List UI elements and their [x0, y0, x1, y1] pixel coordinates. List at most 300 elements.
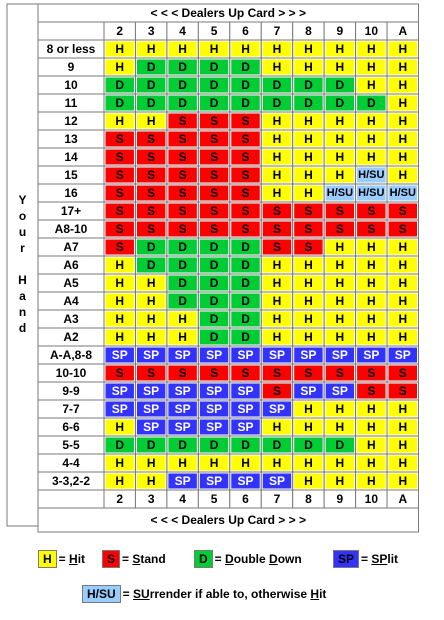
strategy-cell-label: D [241, 312, 250, 326]
strategy-cell-label: S [178, 204, 187, 218]
strategy-cell-label: S [115, 222, 124, 236]
strategy-cell-label: S [241, 114, 250, 128]
strategy-cell-label: D [209, 258, 219, 272]
strategy-cell-label: H [398, 330, 408, 344]
strategy-cell-label: H [115, 276, 125, 290]
strategy-cell-label: H [304, 420, 313, 434]
strategy-cell-label: H [398, 312, 408, 326]
hand-label: 6-6 [62, 420, 80, 434]
dealer-card-label-bottom: 4 [179, 492, 186, 506]
strategy-cell-label: SP [143, 420, 160, 434]
strategy-cell-label: H [366, 276, 376, 290]
strategy-cell-label: S [304, 240, 313, 254]
strategy-cell-label: D [241, 294, 250, 308]
dealer-card-label-bottom: 5 [210, 492, 218, 506]
strategy-cell-label: SP [111, 384, 128, 398]
strategy-cell-label: H [398, 168, 408, 182]
legend-split: SP = SPlit [333, 550, 398, 568]
strategy-cell-label: H [178, 42, 187, 56]
strategy-cell-label: D [241, 258, 250, 272]
strategy-cell-label: SP [237, 384, 254, 398]
strategy-cell-label: H [272, 258, 282, 272]
strategy-cell-label: D [115, 96, 125, 110]
side-label-letter: H [18, 273, 27, 287]
strategy-cell-label: D [241, 330, 250, 344]
strategy-cell-label: D [146, 438, 156, 452]
strategy-cell-label: H [272, 42, 282, 56]
strategy-cell-label: S [241, 132, 250, 146]
strategy-cell-label: S [367, 384, 376, 398]
footer-dealers-up-card: < < < Dealers Up Card > > > [150, 513, 306, 527]
dealer-card-label-top: 7 [273, 24, 281, 38]
strategy-cell-label: H [335, 456, 345, 470]
strategy-cell-label: S [272, 222, 281, 236]
hand-label: A4 [63, 294, 79, 308]
hand-label: A7 [63, 240, 79, 254]
strategy-cell-label: S [147, 150, 156, 164]
strategy-cell-label: H [146, 276, 156, 290]
strategy-cell-label: D [209, 96, 219, 110]
strategy-cell-label: D [241, 96, 250, 110]
strategy-cell-label: SP [300, 348, 317, 362]
strategy-cell-label: SP [268, 402, 285, 416]
dealer-card-label-bottom: 2 [116, 492, 124, 506]
strategy-cell-label: H [398, 96, 408, 110]
strategy-cell-label: H [146, 294, 156, 308]
dealer-card-label-bottom: 8 [305, 492, 312, 506]
strategy-cell-label: S [272, 204, 281, 218]
dealer-card-label-bottom: 6 [242, 492, 249, 506]
strategy-cell-label: H [304, 402, 313, 416]
strategy-cell-label: H [398, 276, 408, 290]
strategy-cell-label: H [366, 438, 376, 452]
dealer-card-label-top: 6 [242, 24, 249, 38]
strategy-cell-label: S [115, 132, 124, 146]
strategy-cell-label: SP [237, 474, 254, 488]
strategy-cell-label: S [178, 366, 187, 380]
legend-swatch-double-down: D [194, 550, 213, 568]
strategy-cell-label: H [398, 114, 408, 128]
strategy-cell-label: D [178, 276, 187, 290]
side-label-letter: a [19, 289, 26, 303]
strategy-cell-label: D [209, 312, 219, 326]
strategy-cell-label: S [241, 150, 250, 164]
strategy-cell-label: H [304, 60, 313, 74]
dealer-card-label-bottom: 9 [336, 492, 344, 506]
strategy-cell-label: H [366, 150, 376, 164]
strategy-cell-label: SP [143, 384, 160, 398]
strategy-cell-label: S [147, 132, 156, 146]
strategy-cell-label: H/SU [389, 187, 416, 199]
strategy-cell-label: H [272, 186, 282, 200]
strategy-cell-label: SP [174, 348, 191, 362]
strategy-cell-label: D [209, 240, 219, 254]
strategy-cell-label: H [335, 132, 345, 146]
strategy-cell-label: D [209, 78, 219, 92]
dealer-card-label-top: 9 [336, 24, 344, 38]
strategy-cell-label: H [335, 276, 345, 290]
strategy-cell-label: H [115, 312, 125, 326]
strategy-cell-label: H [335, 474, 345, 488]
strategy-cell-label: S [241, 168, 250, 182]
strategy-cell-label: H [398, 456, 408, 470]
strategy-cell-label: D [209, 438, 219, 452]
strategy-cell-label: D [241, 240, 250, 254]
hand-label: A3 [63, 312, 79, 326]
strategy-cell-label: H [398, 60, 408, 74]
strategy-cell-label: H [115, 294, 125, 308]
strategy-cell-label: H [115, 258, 125, 272]
strategy-cell-label: H [398, 132, 408, 146]
strategy-cell-label: S [272, 240, 281, 254]
strategy-cell-label: S [241, 222, 250, 236]
strategy-cell-label: H [304, 186, 313, 200]
strategy-cell-label: H [272, 330, 282, 344]
strategy-cell-label: S [115, 186, 124, 200]
hand-label: 10-10 [55, 366, 87, 380]
strategy-cell-label: H [241, 456, 250, 470]
strategy-cell-label: S [147, 186, 156, 200]
strategy-cell-label: S [335, 204, 344, 218]
strategy-cell-label: H [366, 402, 376, 416]
strategy-cell-label: SP [174, 384, 191, 398]
strategy-cell-label: SP [206, 420, 223, 434]
hand-label: A8-10 [54, 222, 88, 236]
strategy-cell-label: SP [394, 348, 411, 362]
side-label-letter: r [20, 241, 25, 255]
strategy-cell-label: H [178, 312, 187, 326]
hand-label: 7-7 [62, 402, 80, 416]
strategy-cell-label: H [272, 168, 282, 182]
bottom-blank-cell [38, 490, 104, 508]
strategy-cell-label: S [304, 204, 313, 218]
strategy-cell-label: D [146, 96, 156, 110]
strategy-cell-label: H [272, 420, 282, 434]
strategy-cell-label: D [146, 258, 156, 272]
strategy-cell-label: D [241, 78, 250, 92]
dealer-card-label-top: 5 [210, 24, 218, 38]
strategy-cell-label: SP [111, 402, 128, 416]
strategy-cell-label: H [335, 330, 345, 344]
strategy-cell-label: SP [268, 348, 285, 362]
strategy-cell-label: H [398, 438, 408, 452]
strategy-cell-label: D [146, 240, 156, 254]
strategy-cell-label: H [304, 330, 313, 344]
strategy-cell-label: S [398, 366, 407, 380]
strategy-cell-label: S [241, 204, 250, 218]
header-dealers-up-card: < < < Dealers Up Card > > > [150, 6, 306, 20]
strategy-cell-label: H [366, 330, 376, 344]
strategy-cell-label: D [178, 60, 187, 74]
dealer-card-label-bottom: A [398, 492, 408, 506]
strategy-cell-label: S [367, 204, 376, 218]
legend-swatch-stand: S [102, 550, 120, 568]
strategy-cell-label: H [304, 258, 313, 272]
strategy-cell-label: H [366, 114, 376, 128]
strategy-cell-label: SP [237, 348, 254, 362]
side-label-letter: d [18, 321, 27, 335]
strategy-cell-label: H [335, 240, 345, 254]
strategy-cell-label: D [209, 276, 219, 290]
strategy-cell-label: D [178, 294, 187, 308]
strategy-cell-label: H [146, 114, 156, 128]
strategy-cell-label: H [146, 42, 156, 56]
legend-surrender: H/SU = SUrrender if able to, otherwise Hit [82, 585, 326, 603]
strategy-cell-label: D [335, 96, 345, 110]
strategy-cell-label: D [146, 78, 156, 92]
strategy-cell-label: S [115, 168, 124, 182]
dealer-card-label-bottom: 3 [147, 492, 155, 506]
strategy-cell-label: S [210, 204, 219, 218]
strategy-cell-label: H [272, 276, 282, 290]
legend-swatch-surrender: H/SU [82, 585, 121, 603]
strategy-cell-label: S [115, 150, 124, 164]
strategy-cell-label: H [146, 312, 156, 326]
strategy-cell-label: H [335, 168, 345, 182]
strategy-cell-label: D [178, 258, 187, 272]
hand-label: 17+ [60, 204, 82, 218]
strategy-cell-label: SP [268, 474, 285, 488]
hand-label: 13 [64, 132, 78, 146]
strategy-cell-label: H [366, 78, 376, 92]
strategy-cell-label: H [304, 474, 313, 488]
legend-double-down: D = Double Down [194, 550, 302, 568]
strategy-cell-label: S [147, 366, 156, 380]
strategy-cell-label: S [210, 186, 219, 200]
hand-label: 5-5 [62, 438, 80, 452]
strategy-cell-label: H [398, 42, 408, 56]
hand-label: A6 [63, 258, 79, 272]
hand-label: A5 [63, 276, 79, 290]
side-label-letter: o [18, 209, 27, 223]
strategy-cell-label: H [398, 258, 408, 272]
strategy-cell-label: S [335, 366, 344, 380]
strategy-cell-label: H [146, 474, 156, 488]
strategy-cell-label: D [335, 438, 345, 452]
side-label-letter: n [18, 305, 27, 319]
strategy-cell-label: H [366, 60, 376, 74]
strategy-cell-label: D [335, 78, 345, 92]
strategy-cell-label: S [210, 168, 219, 182]
strategy-cell-label: D [178, 240, 187, 254]
strategy-cell-label: S [335, 222, 344, 236]
strategy-cell-label: S [398, 384, 407, 398]
strategy-cell-label: SP [363, 348, 380, 362]
strategy-cell-label: D [366, 96, 376, 110]
strategy-cell-label: D [241, 60, 250, 74]
strategy-cell-label: H [304, 42, 313, 56]
strategy-cell-label: SP [300, 384, 317, 398]
strategy-cell-label: D [115, 438, 125, 452]
strategy-cell-label: H [366, 240, 376, 254]
hand-label: 10 [64, 78, 78, 92]
strategy-cell-label: H [366, 474, 376, 488]
strategy-cell-label: H [146, 330, 156, 344]
strategy-cell-label: H [115, 330, 125, 344]
strategy-cell-label: SP [143, 402, 160, 416]
strategy-cell-label: S [178, 132, 187, 146]
strategy-cell-label: D [178, 78, 187, 92]
strategy-cell-label: H [272, 114, 282, 128]
strategy-cell-label: H [366, 312, 376, 326]
hand-label: 9-9 [62, 384, 80, 398]
strategy-cell-label: H [366, 258, 376, 272]
legend-hit: H = Hit [38, 550, 85, 568]
strategy-cell-label: D [115, 78, 125, 92]
strategy-cell-label: H [209, 456, 219, 470]
strategy-cell-label: H [304, 276, 313, 290]
strategy-cell-label: SP [174, 402, 191, 416]
hand-label: 3-3,2-2 [51, 474, 91, 488]
strategy-cell-label: SP [206, 348, 223, 362]
strategy-cell-label: D [209, 60, 219, 74]
strategy-cell-label: H [178, 456, 187, 470]
strategy-cell-label: S [178, 186, 187, 200]
strategy-cell-label: SP [237, 402, 254, 416]
strategy-cell-label: H [272, 132, 282, 146]
strategy-cell-label: H/SU [326, 187, 354, 199]
legend-swatch-split: SP [333, 550, 359, 568]
strategy-cell-label: SP [237, 420, 254, 434]
strategy-cell-label: H [335, 294, 345, 308]
strategy-cell-label: H [398, 402, 408, 416]
strategy-cell-label: H [335, 150, 345, 164]
strategy-cell-label: S [210, 132, 219, 146]
strategy-cell-label: SP [143, 348, 160, 362]
strategy-cell-label: H [304, 114, 313, 128]
strategy-cell-label: S [367, 366, 376, 380]
strategy-cell-label: S [272, 384, 281, 398]
strategy-cell-label: SP [174, 420, 191, 434]
strategy-cell-label: SP [206, 402, 223, 416]
strategy-cell-label: H [115, 420, 125, 434]
strategy-cell-label: SP [331, 384, 348, 398]
strategy-cell-label: H [272, 60, 282, 74]
strategy-cell-label: H [398, 150, 408, 164]
strategy-cell-label: H [335, 402, 345, 416]
strategy-cell-label: D [146, 60, 156, 74]
side-label-letter: Y [18, 193, 27, 207]
strategy-cell-label: H [304, 456, 313, 470]
strategy-cell-label: SP [331, 348, 348, 362]
strategy-cell-label: S [147, 204, 156, 218]
strategy-cell-label: H [335, 258, 345, 272]
hand-label: 11 [64, 96, 78, 110]
dealer-card-label-bottom: 10 [364, 492, 379, 506]
dealer-card-label-bottom: 7 [273, 492, 281, 506]
strategy-cell-label: H [241, 42, 250, 56]
strategy-cell-label: H [115, 42, 125, 56]
strategy-cell-label: H [366, 132, 376, 146]
strategy-cell-label: S [398, 222, 407, 236]
strategy-cell-label: H [366, 420, 376, 434]
strategy-cell-label: D [178, 96, 187, 110]
strategy-cell-label: S [147, 168, 156, 182]
strategy-cell-label: D [241, 276, 250, 290]
strategy-cell-label: D [272, 78, 282, 92]
strategy-cell-label: H [335, 42, 345, 56]
strategy-cell-label: S [210, 114, 219, 128]
strategy-cell-label: H [398, 78, 408, 92]
strategy-cell-label: D [241, 438, 250, 452]
strategy-cell-label: S [304, 366, 313, 380]
strategy-cell-label: S [178, 150, 187, 164]
strategy-cell-label: H [304, 132, 313, 146]
hand-label: 9 [67, 60, 75, 74]
strategy-cell-label: H [304, 168, 313, 182]
strategy-cell-label: S [304, 222, 313, 236]
strategy-cell-label: H [115, 114, 125, 128]
strategy-cell-label: H [146, 456, 156, 470]
strategy-cell-label: SP [111, 348, 128, 362]
hand-label: 8 or less [46, 42, 96, 56]
strategy-cell-label: H [272, 312, 282, 326]
strategy-cell-label: H [366, 294, 376, 308]
strategy-cell-label: H [272, 456, 282, 470]
strategy-cell-label: D [209, 330, 219, 344]
hand-label: 12 [64, 114, 78, 128]
strategy-cell-label: H/SU [358, 187, 385, 199]
strategy-cell-label: H [178, 330, 187, 344]
strategy-cell-label: S [241, 366, 250, 380]
strategy-cell-label: S [115, 240, 124, 254]
legend-swatch-hit: H [38, 550, 57, 568]
strategy-cell-label: H [304, 294, 313, 308]
side-label-letter: u [18, 225, 27, 239]
strategy-cell-label: S [398, 204, 407, 218]
strategy-cell-label: SP [206, 384, 223, 398]
strategy-cell-label: S [115, 204, 124, 218]
strategy-cell-label: H [335, 312, 345, 326]
hand-label: 4-4 [62, 456, 80, 470]
strategy-cell-label: H [398, 474, 408, 488]
strategy-cell-label: H/SU [358, 169, 385, 181]
strategy-cell-label: S [367, 222, 376, 236]
legend-stand: S = Stand [102, 550, 166, 568]
strategy-cell-label: D [178, 438, 187, 452]
strategy-cell-label: D [304, 78, 313, 92]
strategy-cell-label: D [304, 96, 313, 110]
strategy-cell-label: D [209, 294, 219, 308]
strategy-cell-label: S [241, 186, 250, 200]
strategy-cell-label: S [210, 222, 219, 236]
hand-label: 16 [64, 186, 78, 200]
strategy-cell-label: H [304, 150, 313, 164]
dealer-card-label-top: 3 [147, 24, 155, 38]
hand-label: A-A,8-8 [49, 348, 93, 362]
strategy-cell-label: H [398, 294, 408, 308]
dealer-card-label-top: 2 [116, 24, 124, 38]
strategy-cell-label: D [304, 438, 313, 452]
dealer-card-label-top: A [398, 24, 408, 38]
strategy-cell-label: H [115, 474, 125, 488]
strategy-cell-label: S [210, 366, 219, 380]
dealer-card-label-top: 4 [179, 24, 186, 38]
strategy-cell-label: S [115, 366, 124, 380]
strategy-cell-label: H [115, 456, 125, 470]
strategy-cell-label: H [366, 456, 376, 470]
strategy-cell-label: S [178, 222, 187, 236]
strategy-cell-label: S [178, 168, 187, 182]
strategy-cell-label: H [115, 60, 125, 74]
strategy-cell-label: H [272, 150, 282, 164]
strategy-cell-label: H [272, 294, 282, 308]
strategy-cell-label: H [335, 114, 345, 128]
hand-label: 15 [64, 168, 78, 182]
strategy-cell-label: H [398, 420, 408, 434]
strategy-cell-label: H [335, 420, 345, 434]
strategy-cell-label: S [272, 366, 281, 380]
